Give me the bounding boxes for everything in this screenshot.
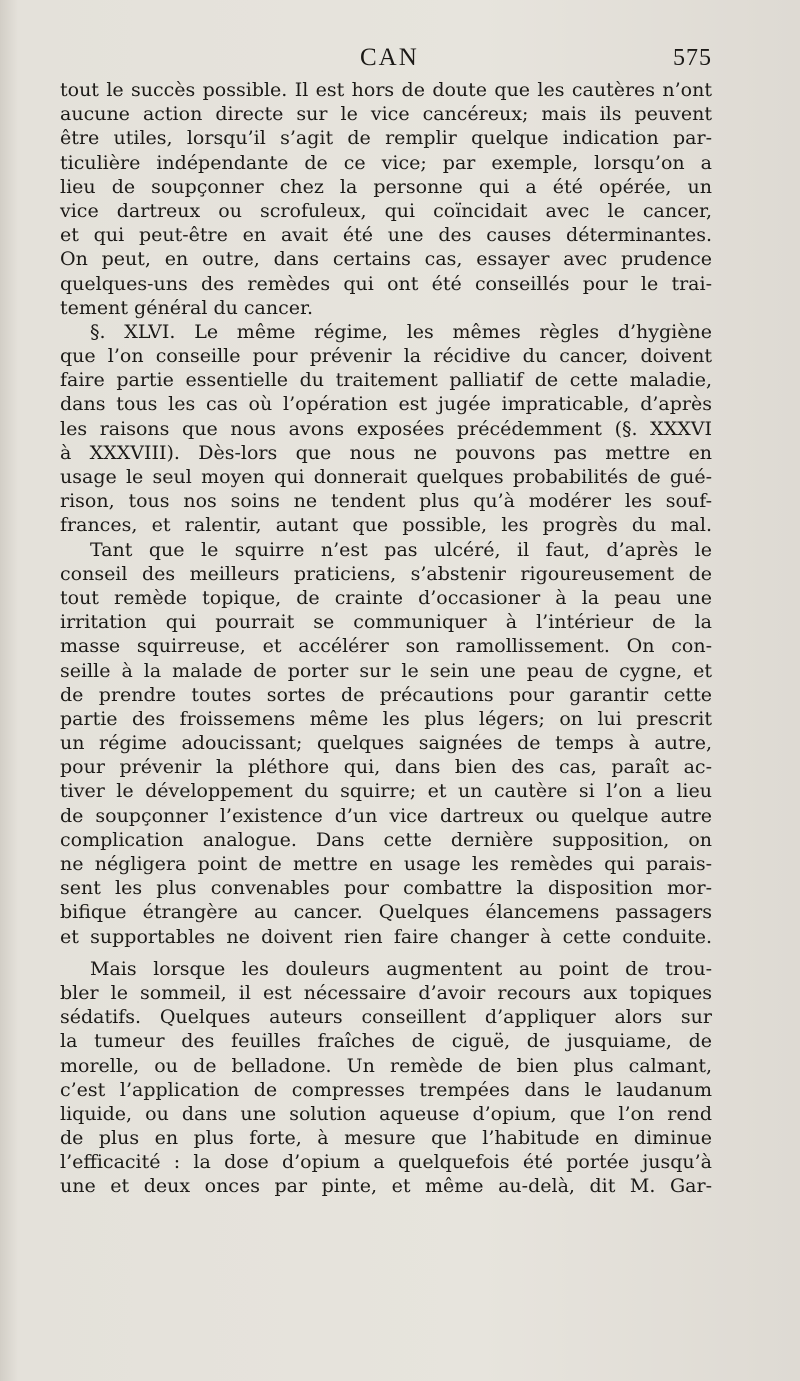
text-line: tement général du cancer. (60, 296, 314, 319)
text-line: tout remède topique, de crainte d’occasioner à la peau une (60, 586, 712, 609)
page-number: 575 (673, 45, 712, 71)
text-line: liquide, ou dans une solution aqueuse d’opium, que l’on rend (60, 1102, 712, 1125)
text-line: lieu de soupçonner chez la personne qui a été opérée, un (60, 175, 712, 198)
text-line: frances, et ralentir, autant que possible, les progrès du mal. (60, 514, 712, 537)
text-line: vice dartreux ou scrofuleux, qui coïncidait avec le cancer, (60, 199, 712, 222)
text-line: et supportables ne doivent rien faire changer à cette conduite. (60, 925, 712, 948)
text-line: c’est l’application de compresses trempées dans le laudanum (60, 1078, 712, 1101)
text-line: l’efficacité : la dose d’opium a quelquefois été portée jusqu’à (60, 1151, 712, 1174)
text-line: à XXXVIII). Dès-lors que nous ne pouvons pas mettre en (60, 441, 712, 464)
text-line: sent les plus convenables pour combattre la disposition mor- (60, 877, 712, 900)
text-line: une et deux onces par pinte, et même au-delà, dit M. Gar- (60, 1175, 712, 1198)
text-line: conseil des meilleurs praticiens, s’abstenir rigoureusement de (60, 562, 712, 585)
text-line: dans tous les cas où l’opération est jugée impraticable, d’après (60, 393, 712, 416)
text-line: un régime adoucissant; quelques saignées de temps à autre, (60, 732, 712, 755)
body-text (60, 78, 712, 1199)
text-line: de soupçonner l’existence d’un vice dartreux ou quelque autre (60, 804, 712, 827)
paragraph-start-line: Mais lorsque les douleurs augmentent au point de trou- (90, 957, 712, 980)
text-line: aucune action directe sur le vice cancéreux; mais ils peuvent (60, 103, 712, 126)
text-line: la tumeur des feuilles fraîches de ciguë, de jusquiame, de (60, 1030, 712, 1053)
text-line: tiver le développement du squirre; et un cautère si l’on a lieu (60, 780, 712, 803)
text-line: complication analogue. Dans cette dernière supposition, on (60, 828, 712, 851)
text-line: bifique étrangère au cancer. Quelques élancemens passagers (60, 901, 712, 924)
text-line: les raisons que nous avons exposées précédemment (§. XXXVI (60, 417, 712, 440)
running-head: CAN (360, 44, 419, 71)
text-line: de prendre toutes sortes de précautions pour garantir cette (60, 683, 712, 706)
text-line: seille à la malade de porter sur le sein une peau de cygne, et (60, 659, 712, 682)
text-line: sédatifs. Quelques auteurs conseillent d’appliquer alors sur (60, 1006, 712, 1029)
text-line: être utiles, lorsqu’il s’agit de remplir quelque indication par- (60, 127, 712, 150)
text-line: On peut, en outre, dans certains cas, essayer avec prudence (60, 248, 712, 271)
paragraph-start-line: Tant que le squirre n’est pas ulcéré, il faut, d’après le (90, 538, 712, 561)
text-line: rison, tous nos soins ne tendent plus qu’à modérer les souf- (60, 490, 712, 513)
text-line: quelques-uns des remèdes qui ont été conseillés pour le trai- (60, 272, 712, 295)
page-header (60, 44, 712, 78)
text-line: de plus en plus forte, à mesure que l’habitude en diminue (60, 1127, 712, 1150)
text-line: ne négligera point de mettre en usage les remèdes qui parais- (60, 853, 712, 875)
text-line: que l’on conseille pour prévenir la récidive du cancer, doivent (60, 345, 712, 368)
text-line: masse squirreuse, et accélérer son ramollissement. On con- (60, 635, 712, 658)
section-heading-line: §. XLVI. Le même régime, les mêmes règles d’hygiène (90, 320, 712, 343)
text-line: morelle, ou de belladone. Un remède de bien plus calmant, (60, 1054, 712, 1077)
text-line: ticulière indépendante de ce vice; par exemple, lorsqu’on a (60, 151, 712, 174)
text-line: partie des froissemens même les plus légers; on lui prescrit (60, 707, 712, 730)
text-line: usage le seul moyen qui donnerait quelques probabilités de gué- (60, 466, 712, 488)
text-line: pour prévenir la pléthore qui, dans bien des cas, paraît ac- (60, 756, 712, 779)
text-line: et qui peut-être en avait été une des causes déterminantes. (60, 224, 712, 247)
text-line: tout le succès possible. Il est hors de doute que les cautères n’ont (60, 79, 712, 101)
text-line: irritation qui pourrait se communiquer à l’intérieur de la (60, 611, 712, 634)
paragraph-gap (60, 949, 712, 957)
text-line: bler le sommeil, il est nécessaire d’avoir recours aux topiques (60, 981, 712, 1004)
text-line: faire partie essentielle du traitement palliatif de cette maladie, (60, 369, 712, 392)
